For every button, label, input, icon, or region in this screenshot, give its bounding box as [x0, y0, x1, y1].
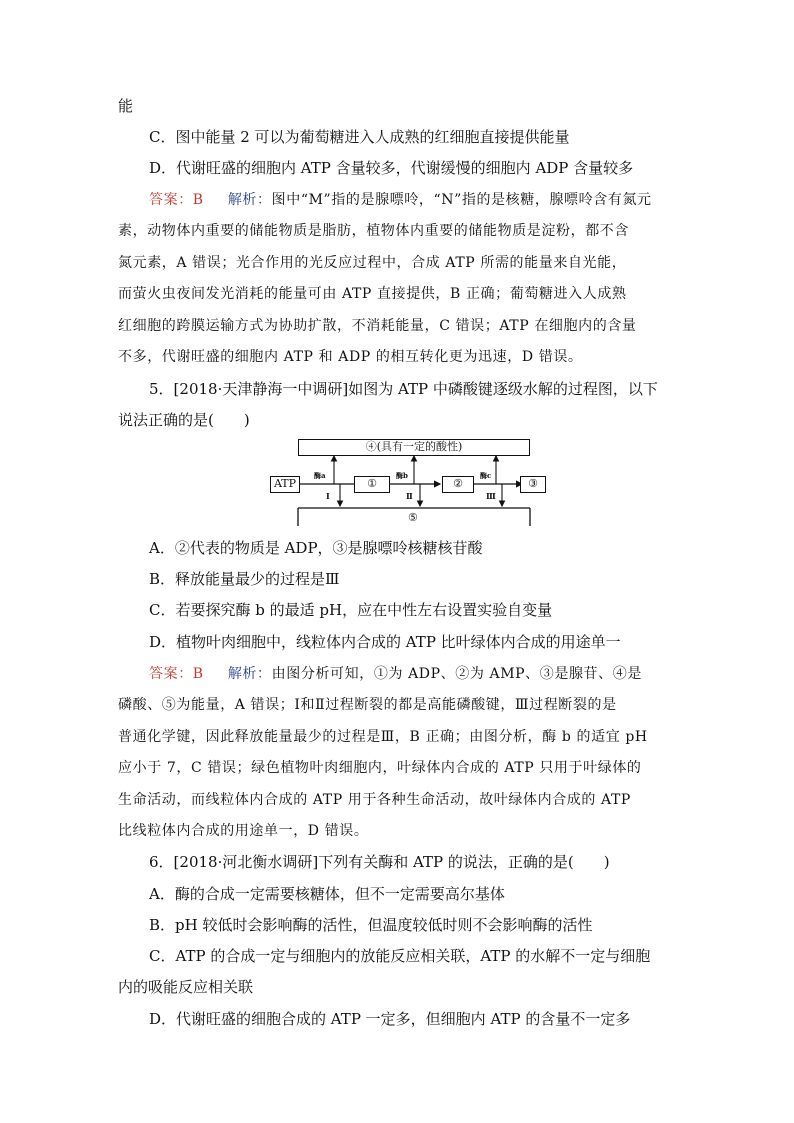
option-b-q5: B．释放能量最少的过程是Ⅲ: [149, 570, 340, 588]
question-5-stem: 5．[2018·天津静海一中调研]如图为 ATP 中磷酸键逐级水解的过程图，以下: [149, 380, 658, 398]
analysis-text: 由图分析可知，①为 ADP、②为 AMP、③是腺苷、④是: [271, 666, 642, 682]
option-c-q6-cont: 内的吸能反应相关联: [118, 978, 254, 996]
option-c-q4: C．图中能量 2 可以为葡萄糖进入人成熟的红细胞直接提供能量: [149, 128, 570, 146]
answer-key: 答案：B: [149, 666, 204, 682]
phosphate-box: ④(具有一定的酸性): [298, 439, 530, 456]
product-2-box: ②: [442, 476, 474, 493]
option-b-q6: B．pH 较低时会影响酶的活性，但温度较低时则不会影响酶的活性: [149, 916, 593, 934]
answer-line: [149, 190, 709, 210]
analysis-text: 比线粒体内合成的用途单一，D 错误。: [118, 823, 369, 839]
step-iii-label: Ⅲ: [486, 491, 496, 501]
enzyme-c-label: 酶c: [480, 471, 492, 480]
analysis-text: 应小于 7，C 错误；绿色植物叶肉细胞内，叶绿体内合成的 ATP 只用于叶绿体的: [118, 760, 642, 776]
question-6-stem: 6．[2018·河北衡水调研]下列有关酶和 ATP 的说法，正确的是( ): [149, 853, 610, 871]
analysis-text: 氮元素，A 错误；光合作用的光反应过程中，合成 ATP 所需的能量来自光能，: [118, 255, 627, 271]
option-d-q4: D．代谢旺盛的细胞内 ATP 含量较多，代谢缓慢的细胞内 ADP 含量较多: [149, 159, 634, 177]
product-1-box: ①: [354, 476, 390, 493]
analysis-text: 而萤火虫夜间发光消耗的能量可由 ATP 直接提供，B 正确；葡萄糖进入人成熟: [118, 286, 627, 302]
text-line: 能: [118, 97, 134, 115]
atp-box: ATP: [270, 476, 300, 493]
step-i-label: Ⅰ: [326, 491, 330, 501]
analysis-text: 生命活动，而线粒体内合成的 ATP 用于各种生命活动，故叶绿体内合成的 ATP: [118, 792, 631, 808]
analysis-label: 解析：: [227, 192, 272, 208]
question-5-stem: 说法正确的是( ): [118, 411, 250, 429]
analysis-text: 不多，代谢旺盛的细胞内 ATP 和 ADP 的相互转化更为迅速，D 错误。: [118, 349, 583, 365]
product-3-box: ③: [520, 476, 546, 493]
option-c-q5: C．若要探究酶 b 的最适 pH，应在中性左右设置实验自变量: [149, 601, 553, 619]
option-c-q6: C．ATP 的合成一定与细胞内的放能反应相关联，ATP 的水解不一定与细胞: [149, 947, 651, 965]
option-a-q5: A．②代表的物质是 ADP，③是腺嘌呤核糖核苷酸: [149, 539, 483, 557]
option-d-q5: D．植物叶肉细胞中，线粒体内合成的 ATP 比叶绿体内合成的用途单一: [149, 633, 621, 651]
analysis-label: 解析：: [227, 666, 272, 682]
option-d-q6: D．代谢旺盛的细胞合成的 ATP 一定多，但细胞内 ATP 的含量不一定多: [149, 1010, 631, 1028]
analysis-text: 素，动物体内重要的储能物质是脂肪，植物体内重要的储能物质是淀粉，都不含: [118, 223, 629, 239]
analysis-text: 红细胞的跨膜运输方式为协助扩散，不消耗能量，C 错误；ATP 在细胞内的含量: [118, 318, 637, 334]
analysis-text: 磷酸、⑤为能量，A 错误；Ⅰ和Ⅱ过程断裂的都是高能磷酸键，Ⅲ过程断裂的是: [118, 697, 617, 713]
analysis-text: 图中“M”指的是腺嘌呤，“N”指的是核糖，腺嘌呤含有氮元: [271, 192, 652, 208]
answer-line: [149, 664, 709, 684]
analysis-text: 普通化学键，因此释放能量最少的过程是Ⅲ，B 正确；由图分析，酶 b 的适宜 pH: [118, 729, 648, 745]
energy-label: ⑤: [408, 511, 418, 524]
atp-hydrolysis-diagram: [268, 436, 532, 528]
answer-key: 答案：B: [149, 192, 204, 208]
enzyme-a-label: 酶a: [314, 471, 326, 480]
step-ii-label: Ⅱ: [406, 491, 413, 501]
enzyme-b-label: 酶b: [396, 471, 408, 480]
option-a-q6: A．酶的合成一定需要核糖体，但不一定需要高尔基体: [149, 885, 505, 903]
